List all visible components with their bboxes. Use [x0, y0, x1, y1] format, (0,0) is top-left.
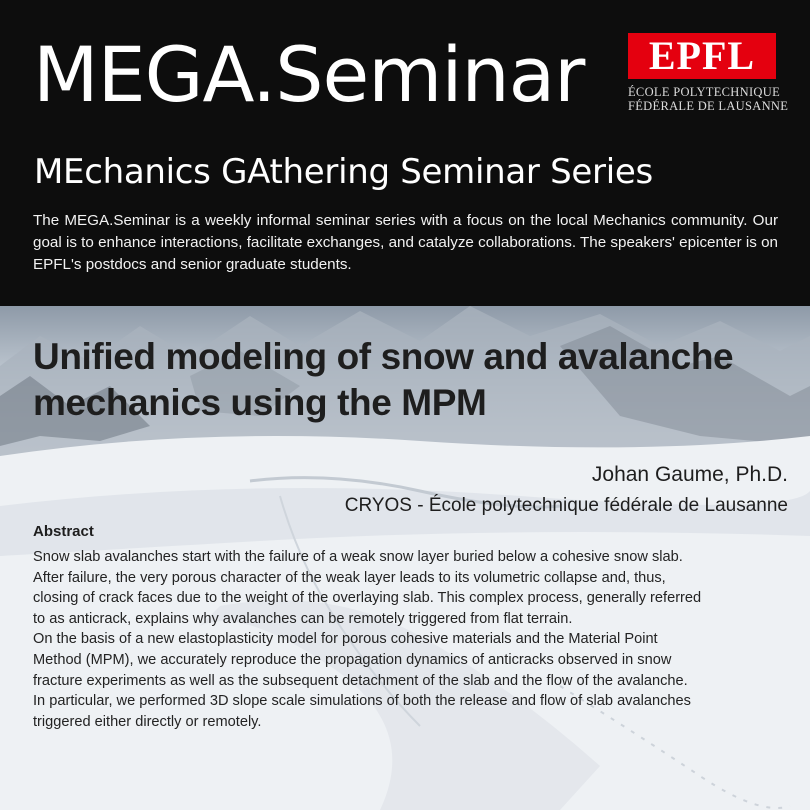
epfl-logo-box: [628, 33, 776, 79]
abstract-line: to as anticrack, explains why avalanches can be remotely triggered from flat terrain.: [33, 610, 573, 627]
speaker-name: Johan Gaume, Ph.D.: [591, 463, 788, 486]
epfl-logo-text: EPFL: [648, 33, 756, 78]
epfl-logo: [628, 33, 789, 113]
abstract-line: Snow slab avalanches start with the failure of a weak snow layer buried below a cohesive snow slab.: [33, 549, 683, 565]
seminar-subtitle: MEchanics GAthering Seminar Series: [34, 152, 653, 192]
speaker-affiliation: CRYOS - École polytechnique fédérale de Lausanne: [344, 495, 788, 516]
abstract-line: Method (MPM), we accurately reproduce the propagation dynamics of anticracks observed in snow: [33, 651, 672, 668]
abstract-line: triggered either directly or remotely.: [33, 713, 262, 730]
abstract-body: [33, 547, 793, 732]
talk-title: Unified modeling of snow and avalanche mechanics using the MPM: [33, 336, 734, 423]
header-banner: [0, 0, 810, 306]
abstract-line: On the basis of a new elastoplasticity model for porous cohesive materials and the Material Point: [33, 631, 658, 648]
seminar-intro: The MEGA.Seminar is a weekly informal seminar series with a focus on the local Mechanics community. Our goal is to enhance interactions, facilitate exchanges, and catalyze collaborations. The speakers' epicenter is on EPFL's postdocs and senior graduate students.: [33, 212, 778, 273]
abstract-line: In particular, we performed 3D slope scale simulations of both the release and flow of slab avalanches: [33, 693, 691, 710]
epfl-logo-line1: ÉCOLE POLYTECHNIQUE: [628, 85, 781, 99]
abstract-line: After failure, the very porous character of the weak layer leads to its volumetric collapse and, thus,: [33, 569, 666, 586]
abstract-heading: Abstract: [33, 523, 94, 540]
abstract-line: closing of crack faces due to the weight of the overlaying slab. This complex process, generally referred: [33, 590, 702, 607]
epfl-logo-line2: FÉDÉRALE DE LAUSANNE: [628, 99, 789, 113]
seminar-title: MEGA.Seminar: [33, 30, 585, 119]
abstract-line: fracture experiments as well as the subsequent detachment of the slab and the flow of the avalanche.: [33, 672, 688, 689]
